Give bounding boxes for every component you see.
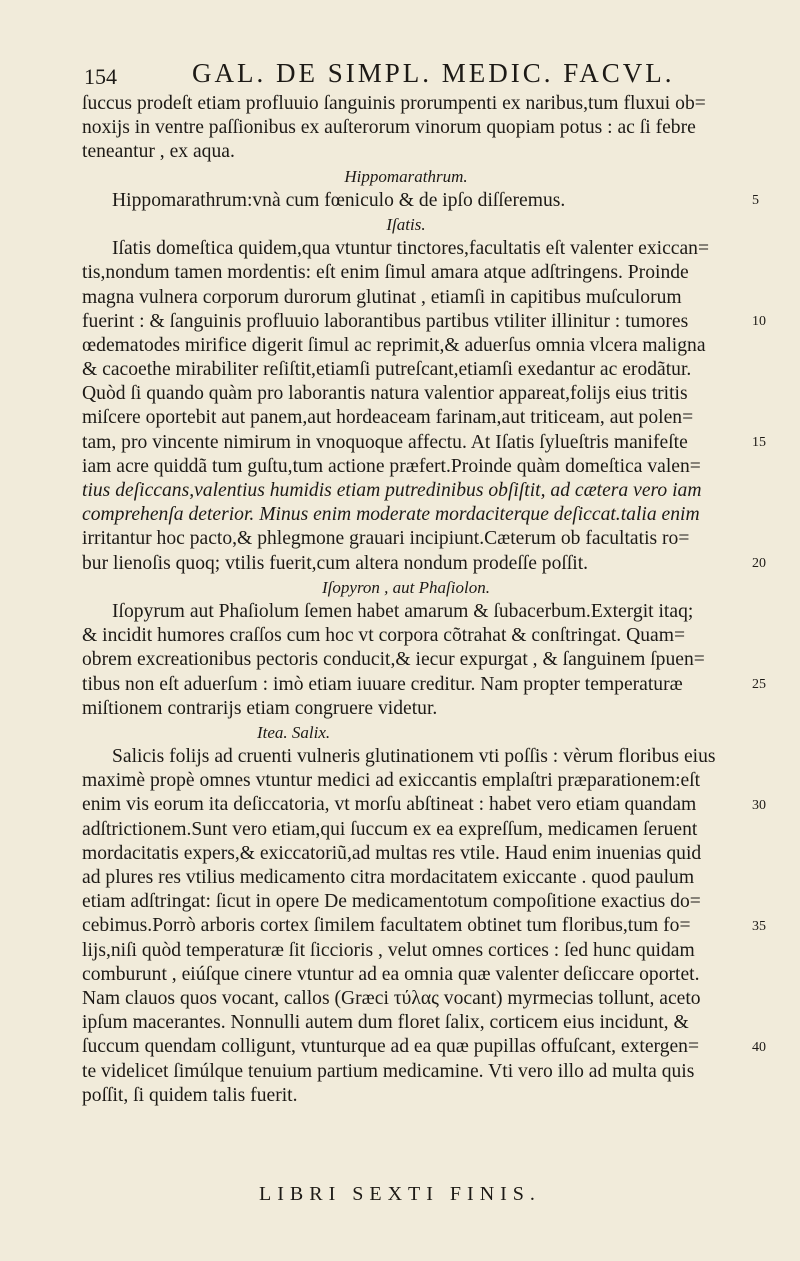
text-line: lijs,niſi quòd temperaturæ ſit ſiccioris , velut omnes cortices : ſed hunc quidam (82, 939, 695, 961)
running-title: GAL. DE SIMPL. MEDIC. FACVL. (192, 58, 675, 88)
text-line: irritantur hoc pacto,& phlegmone grauari incipiunt.Cæterum ob facultatis ro= (82, 528, 690, 550)
text-line: Quòd ſi quando quàm pro laborantis natura valentior appareat,folijs eius tritis (82, 383, 688, 405)
text-line: ſuccus prodeſt etiam profluuio ſanguinis prorumpenti ex naribus,tum fluxui ob= (82, 93, 706, 114)
text-line: miſtionem contrarijs etiam congruere videtur. (82, 697, 438, 719)
text-line: comburunt , eiúſque cinere vtuntur ad ea omnia quæ valenter deſiccare oportet. (82, 963, 700, 985)
text-line: enim vis eorum ita deſiccatoria, vt morſu abſtineat : habet vero etiam quandam (82, 794, 697, 816)
margin-number: 35 (752, 918, 766, 934)
text-line: & incidit humores craſſos cum hoc vt corpora cõtrahat & conſtringat. Quam= (82, 625, 686, 647)
section-heading: Iſatis. (386, 214, 426, 234)
text-line: mordacitatis expers,& exiccatoriũ,ad multas res vtile. Haud enim inuenias quid (82, 842, 702, 864)
margin-number: 20 (752, 555, 766, 571)
text-line: tis,nondum tamen mordentis: eſt enim ſimul amara atque adſtringens. Proinde (82, 262, 689, 284)
text-line: fuerint : & ſanguinis profluuio laborantibus partibus vtiliter illinitur : tumores (82, 310, 689, 332)
text-line: obrem excreationibus pectoris conducit,& iecur expurgat , & ſanguinem ſpuen= (82, 649, 705, 671)
margin-number: 40 (752, 1039, 766, 1055)
margin-number: 10 (752, 313, 766, 329)
text-line: Iſatis domeſtica quidem,qua vtuntur tinctores,facultatis eſt valenter exiccan= (112, 238, 710, 260)
margin-number: 25 (752, 676, 766, 692)
section-heading: Hippomarathrum. (344, 166, 468, 186)
text-line: ad plures res vtilius medicamento citra mordacitatem exiccante . quod paulum (82, 867, 695, 888)
text-line: œdematodes mirifice digerit ſimul ac reprimit,& aduerſus omnia vlcera maligna (82, 334, 706, 356)
text-line: comprehenſa deterior. Minus enim moderate mordaciterque deſiccat.talia enim (82, 504, 700, 526)
text-line: tibus non eſt aduerſum : imò etiam iuuare creditur. Nam propter temperaturæ (82, 673, 683, 695)
page-number: 154 (84, 64, 117, 89)
text-line: bur lienoſis quoq; vtilis fuerit,cum altera nondum prodeſſe poſſit. (82, 552, 589, 574)
text-line: Salicis folijs ad cruenti vulneris glutinationem vti poſſis : vèrum floribus eius (112, 746, 716, 768)
text-line: iam acre quiddã tum guſtu,tum actione præfert.Proinde quàm domeſtica valen= (82, 455, 701, 477)
section-heading: Itea. Salix. (257, 722, 331, 742)
text-line: cebimus.Porrò arboris cortex ſimilem facultatem obtinet tum floribus,tum fo= (82, 915, 691, 937)
text-line: magna vulnera corporum durorum glutinat , etiamſi in capitibus muſculorum (82, 286, 682, 308)
text-line: adſtrictionem.Sunt vero etiam,qui ſuccum ex ea expreſſum, medicamen ſeruent (82, 818, 698, 840)
text-line: & cacoethe mirabiliter reſiſtit,etiamſi putreſcant,etiamſi exedantur ac erodãtur. (82, 359, 692, 381)
text-line: etiam adſtringat: ſicut in opere De medicamentotum compoſitione exactius do= (82, 891, 701, 913)
running-header (84, 58, 704, 92)
section-heading: Iſopyron , aut Phaſiolon. (322, 577, 490, 597)
text-line: ipſum macerantes. Nonnulli autem dum floret ſalix, corticem eius incidunt, & (82, 1012, 689, 1034)
colophon: LIBRI SEXTI FINIS. (259, 1183, 541, 1205)
text-line: te videlicet ſimúlque tenuium partium medicamine. Vti vero illo ad multa quis (82, 1060, 695, 1082)
text-line: maximè propè omnes vtuntur medici ad exiccantis emplaſtri præparationem:eſt (82, 770, 701, 792)
text-block (82, 92, 730, 1108)
text-line: Hippomarathrum:vnà cum fœniculo & de ipſo diſſeremus. (112, 189, 566, 211)
text-line: noxijs in ventre paſſionibus ex auſterorum vinorum quopiam potus : ac ſi febre (82, 117, 696, 139)
text-line: Nam clauos quos vocant, callos (Græci τύλας vocant) myrmecias tollunt, aceto (82, 987, 701, 1009)
text-line: ſuccum quendam colligunt, vtunturque ad ea quæ pupillas offuſcant, extergen= (82, 1036, 700, 1058)
text-line: poſſit, ſi quidem talis fuerit. (82, 1084, 298, 1106)
margin-number: 5 (752, 192, 759, 208)
margin-number: 15 (752, 434, 766, 450)
text-line: teneantur , ex aqua. (82, 141, 235, 163)
text-line: Iſopyrum aut Phaſiolum ſemen habet amarum & ſubacerbum.Extergit itaq; (112, 600, 694, 622)
text-line: tius deſiccans,valentius humidis etiam putredinibus obſiſtit, ad cætera vero iam (82, 480, 702, 501)
margin-number: 30 (752, 797, 766, 813)
text-line: miſcere oportebit aut panem,aut hordeaceam farinam,aut triticeam, aut polen= (82, 407, 694, 429)
text-line: tam, pro vincente nimirum in vnoquoque affectu. At Iſatis ſylueſtris manifeſte (82, 431, 688, 453)
